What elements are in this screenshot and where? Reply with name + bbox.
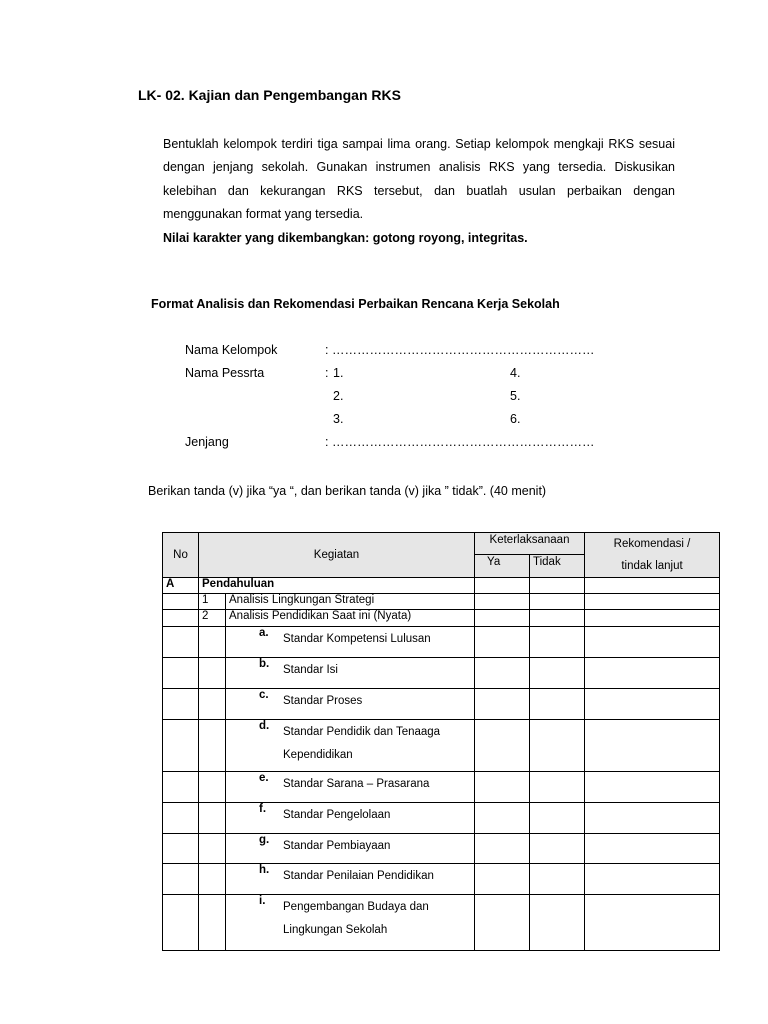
peserta-6[interactable]: 6.	[510, 412, 521, 426]
cell-rekomendasi[interactable]	[585, 895, 720, 951]
cell-ya[interactable]	[475, 610, 530, 627]
table-header-row	[163, 533, 720, 555]
nama-peserta-label: Nama Pessrta	[185, 366, 265, 380]
standard-label: Standar Kompetensi Lulusan	[283, 633, 431, 645]
cell-ya[interactable]	[475, 578, 530, 594]
table-row	[163, 610, 720, 627]
standard-letter: h.	[259, 864, 270, 876]
cell-ya[interactable]	[475, 803, 530, 834]
cell-tidak[interactable]	[530, 803, 585, 834]
cell-tidak[interactable]	[530, 578, 585, 594]
cell-tidak[interactable]	[530, 720, 585, 772]
cell-rekomendasi[interactable]	[585, 594, 720, 610]
cell-tidak[interactable]	[530, 772, 585, 803]
section-row	[163, 578, 720, 594]
header-keterlaksanaan: Keterlaksanaan	[475, 533, 585, 555]
peserta-5[interactable]: 5.	[510, 389, 521, 403]
table-row	[163, 772, 720, 803]
standard-label: Standar Penilaian Pendidikan	[283, 870, 434, 882]
row-label: Analisis Pendidikan Saat ini (Nyata)	[226, 610, 475, 627]
cell-tidak[interactable]	[530, 658, 585, 689]
standard-label: Pengembangan Budaya dan Lingkungan Sekolah	[283, 901, 429, 936]
format-title: Format Analisis dan Rekomendasi Perbaikan Rencana Kerja Sekolah	[151, 297, 560, 311]
nama-kelompok-label: Nama Kelompok	[185, 343, 278, 357]
cell-ya[interactable]	[475, 834, 530, 864]
header-kegiatan: Kegiatan	[199, 533, 475, 578]
table-row	[163, 895, 720, 951]
page-title: LK- 02. Kajian dan Pengembangan RKS	[138, 87, 401, 103]
cell-rekomendasi[interactable]	[585, 772, 720, 803]
standard-letter: a.	[259, 627, 269, 639]
cell-tidak[interactable]	[530, 864, 585, 895]
table-row	[163, 803, 720, 834]
standard-letter: b.	[259, 658, 270, 670]
standard-label: Standar Pembiayaan	[283, 840, 391, 852]
cell-tidak[interactable]	[530, 895, 585, 951]
table-row	[163, 720, 720, 772]
header-rekomendasi	[585, 533, 720, 578]
table-row	[163, 627, 720, 658]
header-no: No	[163, 533, 199, 578]
standard-label: Standar Pengelolaan	[283, 809, 391, 821]
cell-tidak[interactable]	[530, 689, 585, 720]
analysis-table	[162, 532, 720, 951]
peserta-2[interactable]: 2.	[333, 389, 344, 403]
standard-label: Standar Sarana – Prasarana	[283, 778, 430, 790]
header-tidak: Tidak	[530, 554, 585, 577]
cell-rekomendasi[interactable]	[585, 720, 720, 772]
header-rekomendasi-line2: tindak lanjut	[621, 560, 683, 572]
cell-tidak[interactable]	[530, 610, 585, 627]
instruction-text: Berikan tanda (v) jika “ya “, dan berikan tanda (v) jika ” tidak”. (40 menit)	[148, 484, 547, 498]
row-number: 2	[199, 610, 226, 627]
cell-ya[interactable]	[475, 772, 530, 803]
standard-label: Standar Proses	[283, 695, 363, 707]
section-letter: A	[163, 578, 199, 594]
cell-rekomendasi[interactable]	[585, 610, 720, 627]
standard-letter: i.	[259, 895, 266, 907]
jenjang-label: Jenjang	[185, 435, 229, 449]
character-values: Nilai karakter yang dikembangkan: gotong royong, integritas.	[163, 230, 528, 245]
peserta-3[interactable]: 3.	[333, 412, 344, 426]
header-ya: Ya	[475, 554, 530, 577]
cell-rekomendasi[interactable]	[585, 578, 720, 594]
cell-tidak[interactable]	[530, 627, 585, 658]
cell-rekomendasi[interactable]	[585, 627, 720, 658]
cell-ya[interactable]	[475, 720, 530, 772]
nama-kelompok-field[interactable]: : ………………………………………………………	[325, 343, 595, 357]
cell-rekomendasi[interactable]	[585, 658, 720, 689]
standard-letter: d.	[259, 720, 270, 732]
cell-rekomendasi[interactable]	[585, 803, 720, 834]
jenjang-field[interactable]: : ………………………………………………………	[325, 435, 595, 449]
table-row	[163, 864, 720, 895]
standard-letter: g.	[259, 834, 270, 846]
standard-letter: c.	[259, 689, 269, 701]
cell-ya[interactable]	[475, 627, 530, 658]
cell-tidak[interactable]	[530, 834, 585, 864]
cell-rekomendasi[interactable]	[585, 864, 720, 895]
cell-ya[interactable]	[475, 594, 530, 610]
cell-ya[interactable]	[475, 895, 530, 951]
cell-rekomendasi[interactable]	[585, 689, 720, 720]
peserta-colon: :	[325, 366, 329, 380]
standard-label: Standar Isi	[283, 664, 338, 676]
cell-tidak[interactable]	[530, 594, 585, 610]
intro-block	[163, 133, 675, 250]
table-row	[163, 658, 720, 689]
standard-letter: f.	[259, 803, 267, 815]
table-row	[163, 689, 720, 720]
cell-ya[interactable]	[475, 864, 530, 895]
table-row	[163, 594, 720, 610]
peserta-1[interactable]: 1.	[333, 366, 344, 380]
section-label: Pendahuluan	[199, 578, 475, 594]
cell-ya[interactable]	[475, 689, 530, 720]
table-row	[163, 834, 720, 864]
header-rekomendasi-line1: Rekomendasi /	[613, 538, 691, 550]
peserta-4[interactable]: 4.	[510, 366, 521, 380]
intro-paragraph: Bentuklah kelompok terdiri tiga sampai lima orang. Setiap kelompok mengkaji RKS sesuai dengan jenjang sekolah. Gunakan instrumen analisis RKS yang tersedia. Diskusikan kelebihan dan kekurangan RKS tersebut, dan buatlah usulan perbaikan dengan menggunakan format yang tersedia.	[163, 137, 675, 222]
standard-label: Standar Pendidik dan Tenaaga Kependidikan	[283, 726, 441, 761]
row-number: 1	[199, 594, 226, 610]
standard-letter: e.	[259, 772, 269, 784]
row-label: Analisis Lingkungan Strategi	[226, 594, 475, 610]
cell-ya[interactable]	[475, 658, 530, 689]
cell-rekomendasi[interactable]	[585, 834, 720, 864]
